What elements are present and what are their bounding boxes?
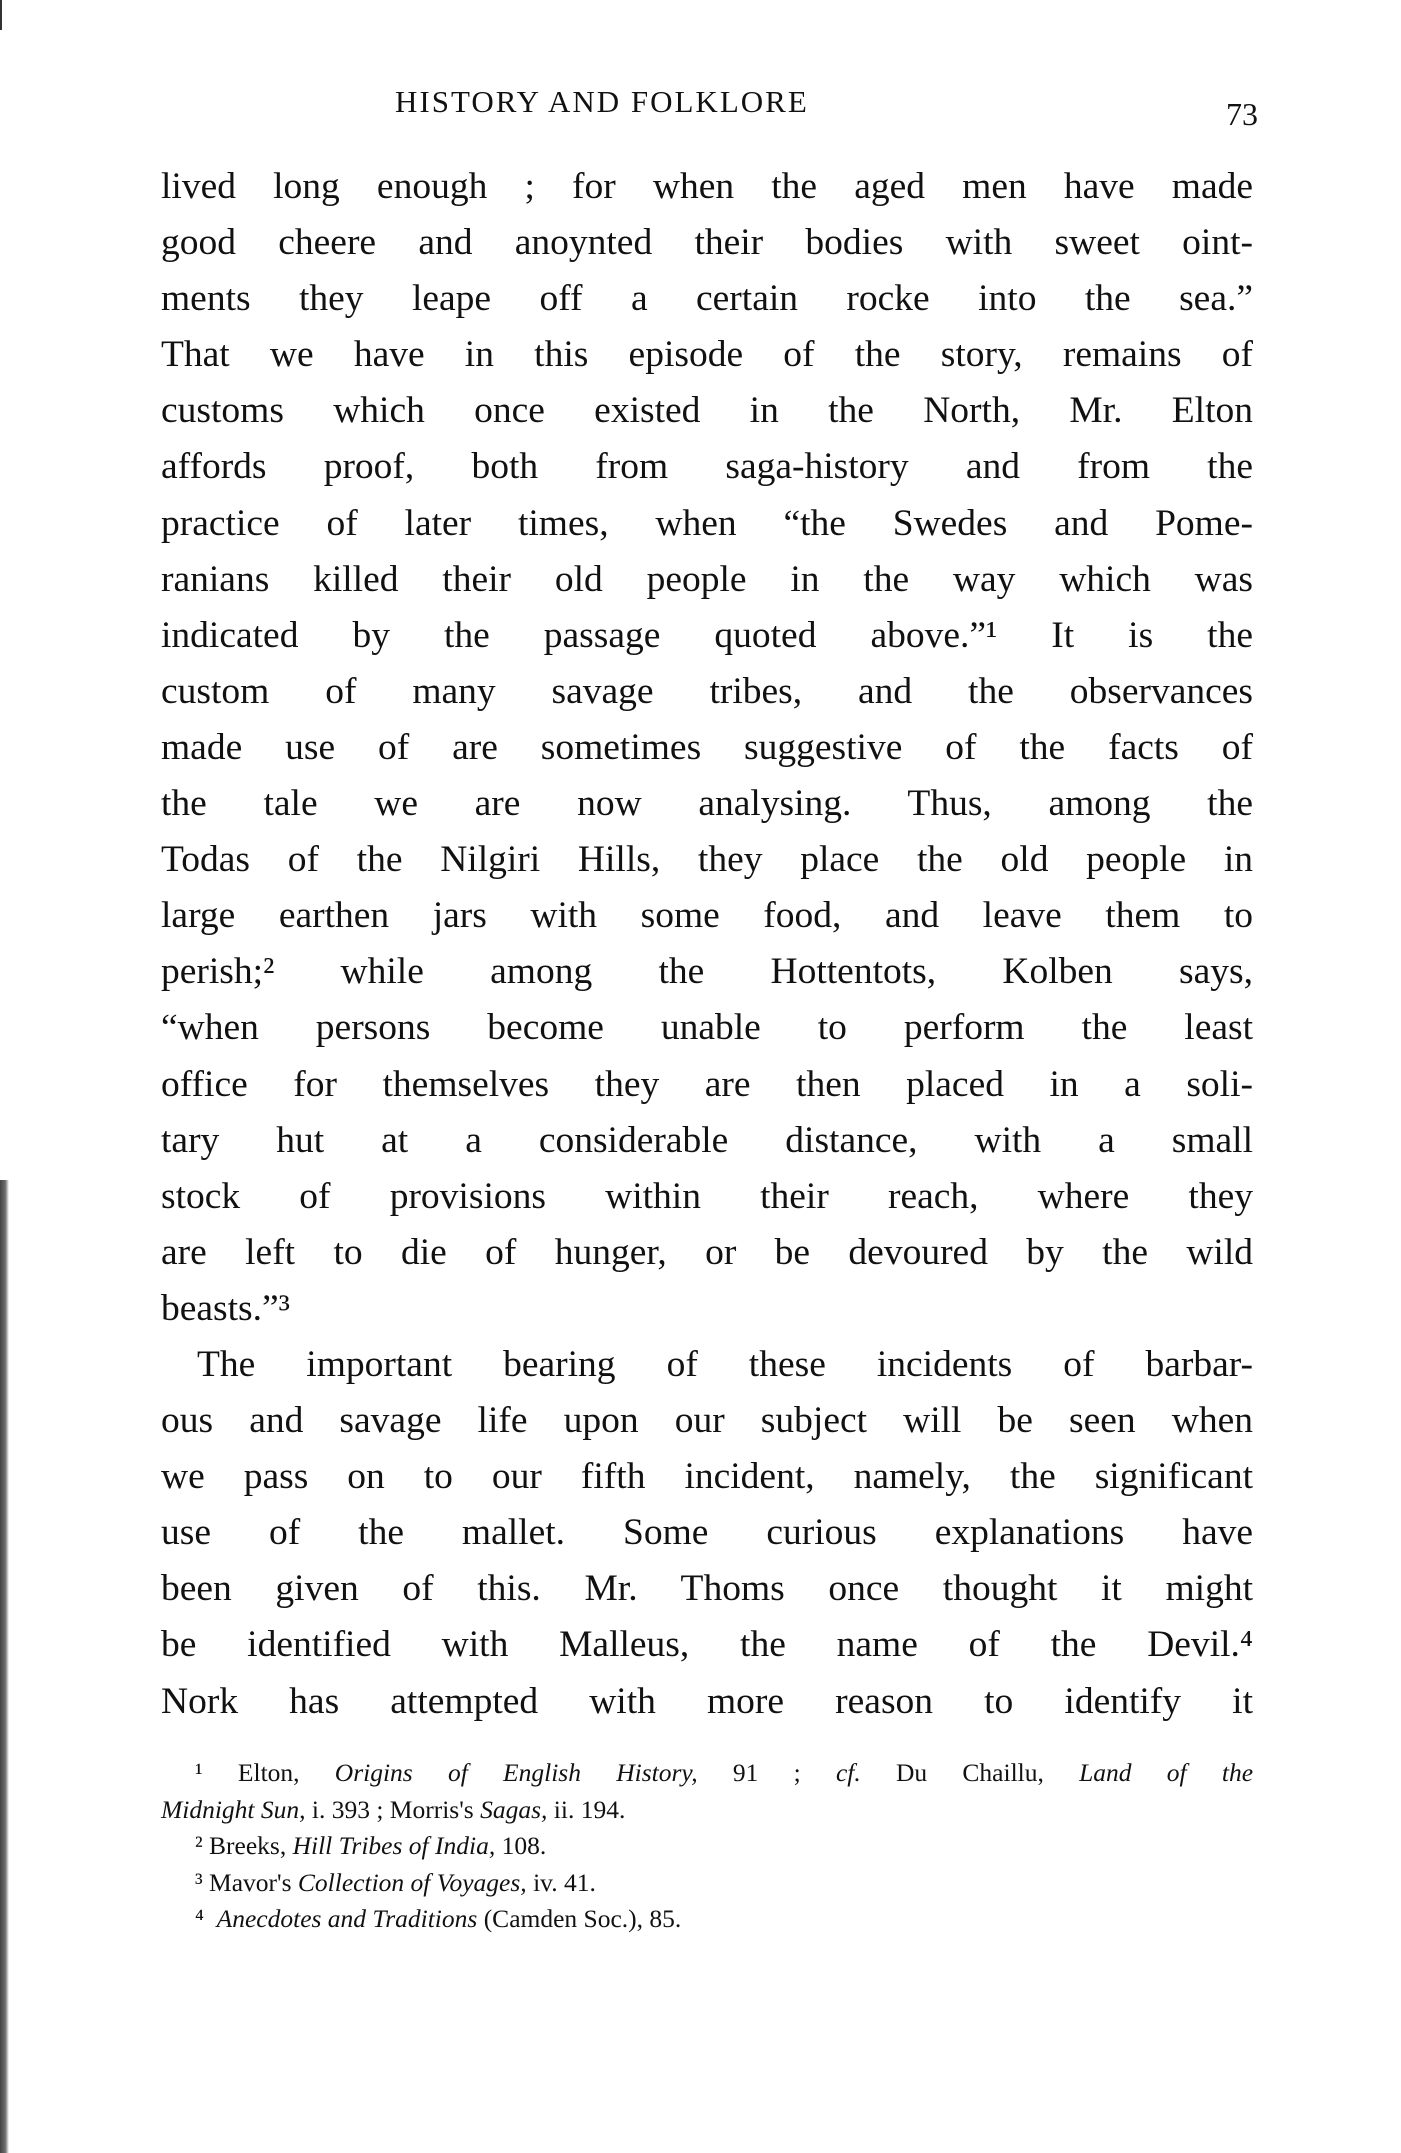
binding-shadow bbox=[0, 1180, 9, 2153]
text-line: customs which once existed in the North, Mr. Elton bbox=[161, 390, 1253, 432]
running-title: HISTORY AND FOLKLORE bbox=[395, 84, 809, 119]
text-line: good cheere and anoynted their bodies with sweet oint- bbox=[161, 222, 1253, 264]
text-line: are left to die of hunger, or be devoured by the wild bbox=[161, 1231, 1253, 1273]
text-line: we pass on to our fifth incident, namely, the significant bbox=[161, 1456, 1253, 1498]
text-line: large earthen jars with some food, and leave them to bbox=[161, 895, 1253, 937]
footnote-1-continued: Midnight Sun, i. 393 ; Morris's Sagas, ii. 194. bbox=[161, 1794, 626, 1824]
footnote-1: ¹ Elton, Origins of English History, 91 ; cf. Du Chaillu, Land of the bbox=[195, 1758, 1254, 1787]
footnote-2: ² Breeks, Hill Tribes of India, 108. bbox=[195, 1831, 547, 1860]
page-edge-mark bbox=[0, 0, 2, 30]
text-line: ous and savage life upon our subject will be seen when bbox=[161, 1400, 1253, 1442]
body-text bbox=[161, 159, 1253, 1730]
footnote-4: ⁴ Anecdotes and Traditions (Camden Soc.), 85. bbox=[195, 1904, 682, 1933]
text-line: office for themselves they are then placed in a soli- bbox=[161, 1063, 1253, 1105]
text-line: been given of this. Mr. Thoms once thought it might bbox=[161, 1568, 1253, 1610]
text-line: ranians killed their old people in the way which was bbox=[161, 558, 1253, 600]
text-line: “when persons become unable to perform the least bbox=[161, 1007, 1253, 1049]
text-line: lived long enough ; for when the aged men have made bbox=[161, 166, 1253, 207]
footnotes bbox=[161, 1755, 1253, 1938]
text-line: be identified with Malleus, the name of the Devil.⁴ bbox=[161, 1624, 1253, 1666]
text-line: indicated by the passage quoted above.”¹ It is the bbox=[161, 614, 1253, 656]
text-line: stock of provisions within their reach, where they bbox=[161, 1175, 1253, 1217]
text-line: custom of many savage tribes, and the observances bbox=[161, 670, 1253, 712]
text-line: tary hut at a considerable distance, with a small bbox=[161, 1119, 1253, 1161]
text-line: beasts.”³ bbox=[161, 1287, 290, 1329]
text-line: The important bearing of these incidents of barbar- bbox=[197, 1343, 1253, 1385]
text-line: perish;² while among the Hottentots, Kolben says, bbox=[161, 951, 1253, 993]
footnote-3: ³ Mavor's Collection of Voyages, iv. 41. bbox=[195, 1867, 596, 1897]
text-line: affords proof, both from saga-history and from the bbox=[161, 446, 1253, 488]
text-line: ments they leape off a certain rocke into the sea.” bbox=[161, 278, 1253, 320]
text-line: use of the mallet. Some curious explanations have bbox=[161, 1512, 1253, 1554]
text-line: Nork has attempted with more reason to identify it bbox=[161, 1680, 1253, 1722]
text-line: the tale we are now analysing. Thus, among the bbox=[161, 783, 1253, 825]
text-line: practice of later times, when “the Swedes and Pome- bbox=[161, 502, 1253, 544]
page-number: 73 bbox=[1226, 96, 1258, 132]
text-line: made use of are sometimes suggestive of the facts of bbox=[161, 726, 1253, 768]
text-line: Todas of the Nilgiri Hills, they place the old people in bbox=[161, 839, 1253, 881]
text-line: That we have in this episode of the story, remains of bbox=[161, 334, 1253, 376]
